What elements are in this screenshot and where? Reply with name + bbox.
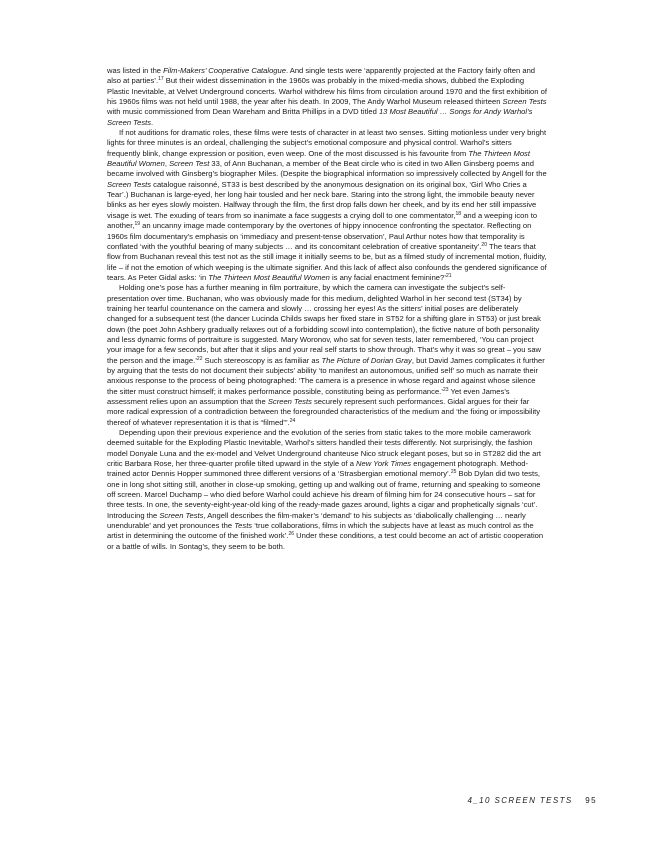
text-run: 33, of Ann Buchanan, a member of the Beat circle who is cited in two Allen Ginsberg poems and became involved with Ginsberg’s biographer Miles. (Despite the biographical information so impressively collected by Angell for the (107, 159, 547, 179)
text-run: Holding one’s pose has a further meaning in film portraiture, by which the camera can investigate the subject’s self-presentation over time. Buchanan, who was obviously made for this medium, delighted Warhol in her second test (ST34) by training her tearful countenance on the camera and slowly … crossing her eyes! As the sitters’ initial poses are deliberately changed for a subsequent test (the dancer Lucinda Childs swaps her fixed stare in ST52 for a shifting glare in ST53) or just break down (the poet John Ashbery gradually relaxes out of a forbidding scowl into contemplation), the fictive nature of both personality and less dynamic forms of portraiture is suggested. Mary Woronov, who sat for seven tests, later remembered, ‘You can project your image for a few seconds, but after that it slips and your real self starts to show through. That’s why it was so great – you saw the person and the image.’ (107, 283, 542, 365)
text-run: , Angell describes the film-maker’s ‘demand’ to his subjects as ‘diabolically challenging … nearly unendurable’ and yet pronounces the (107, 510, 526, 531)
text-run: Depending upon their previous experience and the evolution of the series from static takes to the more mobile camerawork deemed suitable for the Exploding Plastic Inevitable, Warhol’s sitters handled their tests differently. Not surprisingly, the fashion model Donyale Luna and the ex-model and Velvet Underground chanteuse Nico struck elegant poses, but so in ST282 did the art critic Barbara Rose, her three-quarter profile tilted upward in the style of a (107, 428, 541, 469)
text-run: If not auditions for dramatic roles, these films were tests of character in at least two senses. Sitting motionless under very bright lights for three minutes is an ordeal, challenging the subject’s emotional composure and physical control. Warhol’s sitters frequently blink, change expression or position, even weep. One of the most discussed is his favourite from (107, 128, 547, 158)
footnote-ref: 20 (481, 241, 487, 248)
text-run: The tears that flow from Buchanan reveal this test not as the still image it initially seems to be, but as a filmed study of incremental motion, fluidity, life – if not the emotion of which weeping is the ultimate signifier. And this lack of affect also confounds the gendered significance of tears. As Peter Gidal asks: ‘in (107, 241, 547, 282)
text-run: Bob Dylan did two tests, one in long shot sitting still, another in close-up smoking, getting up and walking out of frame, returning and speaking to someone off screen. Marcel Duchamp – who died before Warhol could achieve his dream of filming him for 24 consecutive hours – sat for three tests. In one, the seventy-eight-year-old king of the ready-made gazes around, lights a cigar and prophetically signals ‘cut’. Introducing the (107, 469, 541, 520)
italic-title: Tests (234, 521, 253, 531)
italic-title: Screen Tests (267, 397, 312, 406)
text-run: engagement photograph. Method-trained actor Dennis Hopper summoned three different versions of a ‘Strasbergian emotional memory’. (107, 459, 529, 479)
page-number: 95 (585, 796, 597, 805)
italic-title: 13 Most Beautiful … Songs for Andy Warhol’s Screen Tests (107, 107, 533, 127)
italic-title: Screen Test (169, 159, 210, 169)
footnote-ref: 18 (455, 210, 462, 217)
footnote-ref: 22 (196, 355, 203, 362)
text-run: But their widest dissemination in the 1960s was probably in the mixed-media shows, dubbed the Exploding Plastic Inevitable, at Velvet Underground concerts. Warhol withdrew his films from circulation around 1970 and the first exhibition of his 1960s films was not held until 1988, the year after his death. In 2009, The Andy Warhol Museum released thirteen (107, 76, 547, 107)
text-run: is any facial enactment feminine?’ (329, 272, 446, 282)
footnote-ref: 19 (134, 221, 141, 228)
body-text (107, 66, 547, 552)
text-run: . And single tests were ‘apparently projected at the Factory fairly often and also at parties’. (107, 66, 536, 86)
text-run: , (164, 159, 170, 169)
footnote-ref: 26 (288, 531, 295, 538)
text-run: Yet even James’s assessment relies upon an assumption that the (107, 386, 510, 406)
text-run: and a weeping icon to another, (107, 210, 538, 231)
running-footer (467, 796, 597, 805)
text-run: , but David James complicates it further by arguing that the tests do not document their subjects’ ability ‘to manifest an autonomous, unified self’ so much as narrate their anxious response to the process of being photographed: ‘The camera is a presence in whose regard and against whose silence the sitter must construct himself; it makes performance possible, constituting being as performance.’ (107, 355, 545, 396)
paragraph-1 (107, 66, 547, 128)
italic-title: New York Times (356, 459, 412, 469)
paragraph-3 (107, 283, 547, 428)
italic-title: The Thirteen Most Beautiful Women (208, 272, 330, 282)
text-run: an uncanny image made contemporary by the overtones of hippy innocence confronting the spectator. Reflecting on 1960s film documentary’s emphasis on ‘immediacy and present-tense observation’, Paul Arthur notes how that temporality is conflated ‘with the youthful bearing of many subjects … and its concomitant celebration of creative spontaneity’. (107, 221, 532, 251)
italic-title: The Thirteen Most Beautiful Women (107, 148, 530, 169)
italic-title: The Picture of Dorian Gray (321, 355, 412, 365)
footnote-ref: 24 (289, 417, 296, 424)
text-run: . (151, 117, 154, 127)
footnote-ref: 25 (450, 469, 457, 476)
text-run: catalogue raisonné, ST33 is best described by the anonymous designation on its original box, ‘Girl Who Cries a Tear’.) Buchanan is large-eyed, her long hair tousled and her neck bare. Staring into the strong light, the immobile beauty never blinks as her eyes slowly moisten. Halfway through the film, the first drop falls down her cheek, and by its end her still impassive visage is wet. The exuding of tears from so inanimate a face suggests a crying doll to one commentator, (107, 179, 537, 220)
text-run: with music commissioned from Dean Wareham and Britta Phillips in a DVD titled (107, 107, 379, 117)
footnote-ref: 23 (442, 386, 449, 393)
text-run: securely represent such performances. Gidal argues for their far more radical expression of a contradiction between the foregrounded characteristics of the medium and ‘the fixing or impossibility thereof of whatever representation it is that is “filmed”’. (107, 397, 541, 427)
chapter-number: 4_10 (467, 796, 491, 805)
text-run: was listed in the (107, 66, 164, 75)
paragraph-2 (107, 128, 547, 283)
text-run: Under these conditions, a test could become an act of artistic cooperation or a battle of wills. In Sontag’s, they seem to be both. (107, 531, 544, 551)
italic-title: Film-Makers’ Cooperative Catalogue (163, 66, 286, 75)
footnote-ref: 21 (445, 272, 452, 279)
footnote-ref: 17 (158, 76, 164, 83)
italic-title: Screen Tests (107, 179, 152, 189)
italic-title: Screen Tests (159, 510, 204, 520)
italic-title: Screen Tests (502, 97, 547, 107)
text-run: Such stereoscopy is as familiar as (202, 355, 322, 365)
chapter-title: SCREEN TESTS (494, 796, 573, 805)
text-run: ‘true collaborations, films in which the subjects have at least as much control as the artist in determining the outcome of the finished work’. (107, 521, 534, 541)
paragraph-4 (107, 428, 547, 552)
